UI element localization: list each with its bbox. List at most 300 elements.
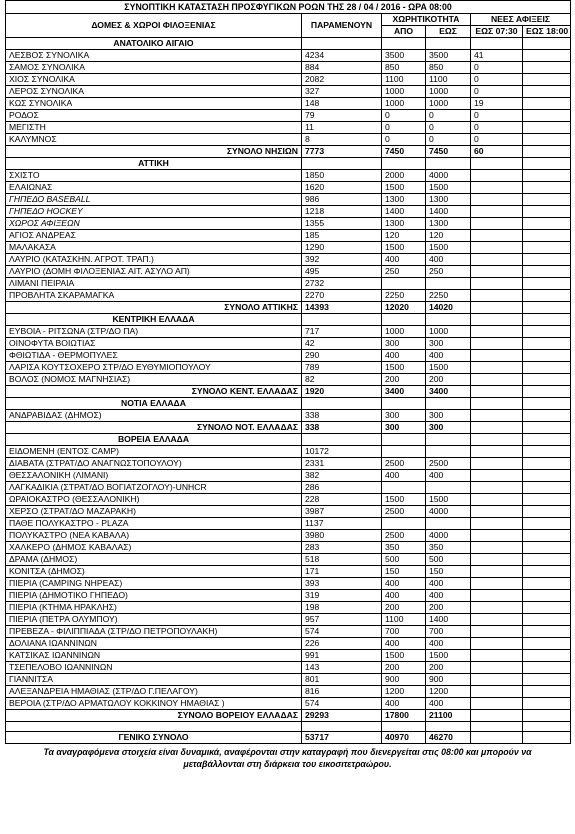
facility-name: ΔΟΛΙΑΝΑ ΙΩΑΝΝΙΝΩΝ — [6, 638, 302, 650]
capacity-to-cell: 1300 — [426, 218, 471, 230]
footnote — [5, 744, 570, 770]
staying-cell: 10172 — [302, 446, 382, 458]
staying-cell: 816 — [302, 686, 382, 698]
capacity-from-cell: 0 — [382, 122, 426, 134]
region-name: ΑΝΑΤΟΛΙΚΟ ΑΙΓΑΙΟ — [6, 38, 302, 50]
facility-name: ΕΥΒΟΙΑ - ΡΙΤΣΩΝΑ (ΣΤΡ/ΔΟ ΠΑ) — [6, 326, 302, 338]
table-row — [6, 278, 571, 290]
capacity-from-cell: 500 — [382, 554, 426, 566]
facility-name: ΓΗΠΕΔΟ HOCKEY — [6, 206, 302, 218]
facility-name: ΜΕΓΙΣΤΗ — [6, 122, 302, 134]
capacity-to-total: 300 — [426, 422, 471, 434]
facility-name: ΡΟΔΟΣ — [6, 110, 302, 122]
capacity-from-cell — [382, 518, 426, 530]
capacity-to-cell: 300 — [426, 410, 471, 422]
arrivals-0730-cell — [471, 338, 523, 350]
staying-cell: 327 — [302, 86, 382, 98]
arrivals-1800-cell — [523, 590, 571, 602]
capacity-from-total: 17800 — [382, 710, 426, 722]
empty-cell — [382, 398, 426, 410]
facility-name: ΟΙΝΟΦΥΤΑ ΒΟΙΩΤΙΑΣ — [6, 338, 302, 350]
capacity-from-cell: 1300 — [382, 218, 426, 230]
capacity-to-cell — [426, 278, 471, 290]
table-row — [6, 338, 571, 350]
capacity-to-cell: 4000 — [426, 170, 471, 182]
empty-cell — [426, 434, 471, 446]
capacity-from-total: 7450 — [382, 146, 426, 158]
arrivals-0730-total — [471, 422, 523, 434]
header-capacity-from: ΑΠΟ — [382, 26, 426, 38]
empty-cell — [426, 38, 471, 50]
capacity-from-cell — [382, 278, 426, 290]
arrivals-1800-cell — [523, 182, 571, 194]
capacity-to-cell: 200 — [426, 374, 471, 386]
arrivals-0730-cell — [471, 170, 523, 182]
table-row — [6, 86, 571, 98]
capacity-to-cell: 900 — [426, 674, 471, 686]
table-row — [6, 254, 571, 266]
table-row — [6, 374, 571, 386]
capacity-from-total: 12020 — [382, 302, 426, 314]
staying-cell: 228 — [302, 494, 382, 506]
staying-cell: 1137 — [302, 518, 382, 530]
arrivals-0730-cell — [471, 542, 523, 554]
capacity-from-cell: 1500 — [382, 650, 426, 662]
arrivals-0730-cell — [471, 470, 523, 482]
arrivals-1800-cell — [523, 458, 571, 470]
arrivals-1800-cell — [523, 350, 571, 362]
capacity-to-cell: 4000 — [426, 530, 471, 542]
subtotal-label: ΣΥΝΟΛΟ ΒΟΡΕΙΟΥ ΕΛΛΑΔΑΣ — [6, 710, 302, 722]
facility-name: ΒΟΛΟΣ (ΝΟΜΟΣ ΜΑΓΝΗΣΙΑΣ) — [6, 374, 302, 386]
table-row — [6, 698, 571, 710]
capacity-from-cell — [382, 446, 426, 458]
table-row — [6, 554, 571, 566]
arrivals-0730-cell — [471, 518, 523, 530]
staying-cell: 2331 — [302, 458, 382, 470]
header-staying: ΠΑΡΑΜΕΝΟΥΝ — [302, 14, 382, 38]
staying-cell: 3980 — [302, 530, 382, 542]
arrivals-0730-cell: 0 — [471, 86, 523, 98]
arrivals-1800-cell — [523, 326, 571, 338]
empty-cell — [302, 398, 382, 410]
region-name: ΝΟΤΙΑ ΕΛΛΑΔΑ — [6, 398, 302, 410]
arrivals-0730-cell — [471, 350, 523, 362]
capacity-from-grand-total: 40970 — [382, 732, 426, 744]
footnote-line-2: μεταβάλλονται στη διάρκεια του εικοσιτετραώρου. — [183, 759, 392, 769]
region-header-row — [6, 314, 571, 326]
refugee-flows-table — [5, 0, 571, 744]
table-row — [6, 218, 571, 230]
capacity-to-cell: 0 — [426, 122, 471, 134]
arrivals-1800-cell — [523, 542, 571, 554]
empty-cell — [382, 434, 426, 446]
facility-name: ΕΙΔΟΜΕΝΗ (ΕΝΤΟΣ CAMP) — [6, 446, 302, 458]
capacity-to-cell: 150 — [426, 566, 471, 578]
facility-name: ΑΝΔΡΑΒΙΔΑΣ (ΔΗΜΟΣ) — [6, 410, 302, 422]
empty-cell — [302, 158, 382, 170]
header-arrivals: ΝΕΕΣ ΑΦΙΞΕΙΣ — [471, 14, 571, 26]
staying-cell: 4234 — [302, 50, 382, 62]
empty-cell — [302, 722, 382, 732]
arrivals-0730-cell: 0 — [471, 74, 523, 86]
table-row — [6, 230, 571, 242]
staying-cell: 319 — [302, 590, 382, 602]
facility-name: ΓΗΠΕΔΟ BASEBALL — [6, 194, 302, 206]
table-row — [6, 98, 571, 110]
empty-cell — [471, 434, 523, 446]
table-row — [6, 506, 571, 518]
capacity-to-cell: 1000 — [426, 98, 471, 110]
header-capacity: ΧΩΡΗΤΙΚΟΤΗΤΑ — [382, 14, 471, 26]
facility-name: ΠΙΕΡΙΑ (CAMPING ΝΗΡΕΑΣ) — [6, 578, 302, 590]
capacity-from-cell: 1500 — [382, 494, 426, 506]
table-row — [6, 686, 571, 698]
table-row — [6, 350, 571, 362]
facility-name: ΤΣΕΠΕΛΟΒΟ ΙΩΑΝΝΙΝΩΝ — [6, 662, 302, 674]
capacity-from-cell: 2500 — [382, 458, 426, 470]
staying-cell: 8 — [302, 134, 382, 146]
capacity-to-cell: 1100 — [426, 74, 471, 86]
arrivals-0730-cell — [471, 686, 523, 698]
facility-name: ΣΧΙΣΤΟ — [6, 170, 302, 182]
arrivals-0730-cell: 0 — [471, 110, 523, 122]
subtotal-label: ΣΥΝΟΛΟ ΝΟΤ. ΕΛΛΑΔΑΣ — [6, 422, 302, 434]
capacity-from-cell: 400 — [382, 350, 426, 362]
staying-total: 29293 — [302, 710, 382, 722]
arrivals-1800-cell — [523, 218, 571, 230]
arrivals-0730-cell — [471, 410, 523, 422]
arrivals-0730-cell — [471, 590, 523, 602]
table-row — [6, 662, 571, 674]
facility-name: ΑΓΙΟΣ ΑΝΔΡΕΑΣ — [6, 230, 302, 242]
staying-total: 14393 — [302, 302, 382, 314]
capacity-to-cell: 200 — [426, 602, 471, 614]
capacity-from-cell: 1200 — [382, 686, 426, 698]
subtotal-row — [6, 422, 571, 434]
capacity-to-cell — [426, 518, 471, 530]
capacity-from-cell: 400 — [382, 638, 426, 650]
arrivals-1800-cell — [523, 530, 571, 542]
subtotal-row — [6, 146, 571, 158]
arrivals-1800-cell — [523, 698, 571, 710]
capacity-to-cell — [426, 482, 471, 494]
arrivals-0730-total: 60 — [471, 146, 523, 158]
arrivals-0730-grand-total — [471, 732, 523, 744]
staying-cell: 283 — [302, 542, 382, 554]
table-row — [6, 326, 571, 338]
table-row — [6, 50, 571, 62]
empty-cell — [523, 158, 571, 170]
staying-cell: 393 — [302, 578, 382, 590]
subtotal-row — [6, 386, 571, 398]
staying-cell: 574 — [302, 626, 382, 638]
facility-name: ΒΕΡΟΙΑ (ΣΤΡ/ΔΟ ΑΡΜΑΤΩΛΟΥ ΚΟΚΚΙΝΟΥ ΗΜΑΘΙΑΣ ) — [6, 698, 302, 710]
capacity-from-cell: 150 — [382, 566, 426, 578]
arrivals-1800-total — [523, 422, 571, 434]
arrivals-0730-cell — [471, 578, 523, 590]
arrivals-1800-cell — [523, 266, 571, 278]
capacity-to-total: 7450 — [426, 146, 471, 158]
arrivals-1800-cell — [523, 74, 571, 86]
empty-cell — [382, 38, 426, 50]
arrivals-1800-cell — [523, 230, 571, 242]
empty-cell — [302, 314, 382, 326]
arrivals-0730-cell — [471, 230, 523, 242]
arrivals-0730-cell — [471, 530, 523, 542]
table-row — [6, 530, 571, 542]
arrivals-1800-cell — [523, 242, 571, 254]
facility-name: ΧΑΛΚΕΡΟ (ΔΗΜΟΣ ΚΑΒΑΛΑΣ) — [6, 542, 302, 554]
capacity-from-cell: 400 — [382, 470, 426, 482]
capacity-from-cell: 1000 — [382, 326, 426, 338]
arrivals-0730-cell — [471, 362, 523, 374]
arrivals-0730-cell — [471, 602, 523, 614]
staying-cell: 185 — [302, 230, 382, 242]
arrivals-1800-cell — [523, 650, 571, 662]
capacity-to-cell: 120 — [426, 230, 471, 242]
capacity-from-cell: 1100 — [382, 614, 426, 626]
arrivals-1800-cell — [523, 482, 571, 494]
table-row — [6, 122, 571, 134]
facility-name: ΧΕΡΣΟ (ΣΤΡΑΤ/ΔΟ ΜΑΖΑΡΑΚΗ) — [6, 506, 302, 518]
facility-name: ΛΕΣΒΟΣ ΣΥΝΟΛΙΚΑ — [6, 50, 302, 62]
arrivals-1800-cell — [523, 362, 571, 374]
staying-grand-total: 53717 — [302, 732, 382, 744]
arrivals-0730-cell — [471, 650, 523, 662]
facility-name: ΠΙΕΡΙΑ (ΔΗΜΟΤΙΚΟ ΓΗΠΕΔΟ) — [6, 590, 302, 602]
capacity-to-cell — [426, 446, 471, 458]
staying-cell: 382 — [302, 470, 382, 482]
header-facilities: ΔΟΜΕΣ & ΧΩΡΟΙ ΦΙΛΟΞΕΝΙΑΣ — [6, 14, 302, 38]
capacity-from-cell: 1000 — [382, 86, 426, 98]
arrivals-1800-cell — [523, 290, 571, 302]
arrivals-1800-total — [523, 386, 571, 398]
table-row — [6, 134, 571, 146]
capacity-to-cell: 850 — [426, 62, 471, 74]
capacity-to-cell: 1400 — [426, 206, 471, 218]
arrivals-0730-cell — [471, 446, 523, 458]
capacity-from-cell: 850 — [382, 62, 426, 74]
facility-name: ΠΟΛΥΚΑΣΤΡΟ (ΝΕΑ ΚΑΒΑΛΑ) — [6, 530, 302, 542]
capacity-to-cell: 400 — [426, 638, 471, 650]
facility-name: ΛΙΜΑΝΙ ΠΕΙΡΑΙΑ — [6, 278, 302, 290]
capacity-to-cell: 1500 — [426, 362, 471, 374]
facility-name: ΩΡΑΙΟΚΑΣΤΡΟ (ΘΕΣΣΑΛΟΝΙΚΗ) — [6, 494, 302, 506]
staying-cell: 143 — [302, 662, 382, 674]
report-title: ΣΥΝΟΠΤΙΚΗ ΚΑΤΑΣΤΑΣΗ ΠΡΟΣΦΥΓΙΚΩΝ ΡΟΩΝ ΤΗΣ 28 / 04 / 2016 - ΩΡΑ 08:00 — [6, 1, 571, 14]
arrivals-0730-cell — [471, 554, 523, 566]
staying-total: 338 — [302, 422, 382, 434]
arrivals-0730-cell — [471, 218, 523, 230]
capacity-to-cell: 1500 — [426, 494, 471, 506]
region-header-row — [6, 158, 571, 170]
staying-cell: 991 — [302, 650, 382, 662]
subtotal-row — [6, 710, 571, 722]
staying-cell: 42 — [302, 338, 382, 350]
capacity-to-total: 3400 — [426, 386, 471, 398]
arrivals-0730-cell — [471, 626, 523, 638]
staying-cell: 2082 — [302, 74, 382, 86]
capacity-to-cell: 1400 — [426, 614, 471, 626]
capacity-from-total: 300 — [382, 422, 426, 434]
table-row — [6, 542, 571, 554]
facility-name: ΠΙΕΡΙΑ (ΚΤΗΜΑ ΗΡΑΚΛΗΣ) — [6, 602, 302, 614]
header-arrivals-1800: ΕΩΣ 18:00 — [523, 26, 571, 38]
capacity-from-cell: 3500 — [382, 50, 426, 62]
table-row — [6, 206, 571, 218]
empty-cell — [471, 158, 523, 170]
table-row — [6, 170, 571, 182]
capacity-to-cell: 400 — [426, 254, 471, 266]
facility-name: ΧΩΡΟΣ ΑΦΙΞΕΩΝ — [6, 218, 302, 230]
staying-cell: 2270 — [302, 290, 382, 302]
empty-cell — [382, 722, 426, 732]
arrivals-1800-total — [523, 146, 571, 158]
empty-cell — [302, 434, 382, 446]
staying-cell: 82 — [302, 374, 382, 386]
arrivals-1800-cell — [523, 494, 571, 506]
arrivals-1800-cell — [523, 686, 571, 698]
capacity-from-cell: 2250 — [382, 290, 426, 302]
empty-cell — [426, 158, 471, 170]
capacity-to-total: 14020 — [426, 302, 471, 314]
region-header-row — [6, 398, 571, 410]
staying-cell: 1620 — [302, 182, 382, 194]
arrivals-1800-cell — [523, 62, 571, 74]
staying-cell: 226 — [302, 638, 382, 650]
staying-cell: 148 — [302, 98, 382, 110]
capacity-from-cell: 2500 — [382, 530, 426, 542]
facility-name: ΚΑΤΣΙΚΑΣ ΙΩΑΝΝΙΝΩΝ — [6, 650, 302, 662]
facility-name: ΑΛΕΞΑΝΔΡΕΙΑ ΗΜΑΘΙΑΣ (ΣΤΡ/ΔΟ Γ.ΠΕΛΑΓΟΥ) — [6, 686, 302, 698]
arrivals-0730-total — [471, 302, 523, 314]
capacity-to-cell: 350 — [426, 542, 471, 554]
facility-name: ΜΑΛΑΚΑΣΑ — [6, 242, 302, 254]
table-row — [6, 362, 571, 374]
staying-cell: 957 — [302, 614, 382, 626]
arrivals-1800-total — [523, 710, 571, 722]
staying-total: 7773 — [302, 146, 382, 158]
capacity-from-cell: 0 — [382, 134, 426, 146]
subtotal-label: ΣΥΝΟΛΟ ΚΕΝΤ. ΕΛΛΑΔΑΣ — [6, 386, 302, 398]
table-row — [6, 518, 571, 530]
arrivals-0730-cell — [471, 254, 523, 266]
arrivals-1800-cell — [523, 470, 571, 482]
facility-name: ΕΛΑΙΩΝΑΣ — [6, 182, 302, 194]
capacity-to-cell: 400 — [426, 578, 471, 590]
arrivals-1800-cell — [523, 338, 571, 350]
capacity-to-cell: 400 — [426, 470, 471, 482]
arrivals-0730-cell — [471, 482, 523, 494]
capacity-to-cell: 400 — [426, 590, 471, 602]
arrivals-1800-cell — [523, 446, 571, 458]
arrivals-1800-cell — [523, 194, 571, 206]
footnote-line-1: Τα αναγραφόμενα στοιχεία είναι δυναμικά, αναφέρονται στην καταγραφή που διενεργείται στις 08:00 και μπορούν να — [43, 747, 532, 757]
region-header-row — [6, 434, 571, 446]
capacity-to-grand-total: 46270 — [426, 732, 471, 744]
table-row — [6, 446, 571, 458]
capacity-from-cell: 2000 — [382, 170, 426, 182]
arrivals-0730-cell — [471, 242, 523, 254]
staying-cell: 338 — [302, 410, 382, 422]
capacity-from-cell: 1500 — [382, 242, 426, 254]
empty-cell — [426, 722, 471, 732]
arrivals-1800-cell — [523, 98, 571, 110]
staying-cell: 392 — [302, 254, 382, 266]
arrivals-1800-cell — [523, 206, 571, 218]
facility-name: ΠΑΘΕ ΠΟΛΥΚΑΣΤΡΟ - PLAZA — [6, 518, 302, 530]
table-row — [6, 242, 571, 254]
staying-cell: 574 — [302, 698, 382, 710]
facility-name: ΚΟΝΙΤΣΑ (ΔΗΜΟΣ) — [6, 566, 302, 578]
capacity-from-cell: 1500 — [382, 362, 426, 374]
arrivals-1800-cell — [523, 86, 571, 98]
arrivals-0730-cell: 0 — [471, 122, 523, 134]
empty-cell — [523, 434, 571, 446]
capacity-to-cell: 1500 — [426, 650, 471, 662]
capacity-from-cell: 1400 — [382, 206, 426, 218]
table-row — [6, 614, 571, 626]
region-name: ΑΤΤΙΚΗ — [6, 158, 302, 170]
table-row — [6, 578, 571, 590]
arrivals-0730-cell — [471, 374, 523, 386]
arrivals-0730-cell — [471, 614, 523, 626]
staying-cell: 986 — [302, 194, 382, 206]
empty-cell — [523, 38, 571, 50]
capacity-from-cell: 400 — [382, 590, 426, 602]
arrivals-1800-cell — [523, 626, 571, 638]
empty-cell — [523, 398, 571, 410]
arrivals-0730-cell — [471, 638, 523, 650]
arrivals-1800-cell — [523, 134, 571, 146]
empty-cell — [523, 314, 571, 326]
table-row — [6, 602, 571, 614]
arrivals-1800-total — [523, 302, 571, 314]
arrivals-0730-cell: 41 — [471, 50, 523, 62]
staying-cell: 884 — [302, 62, 382, 74]
arrivals-1800-cell — [523, 506, 571, 518]
empty-cell — [471, 722, 523, 732]
capacity-from-cell: 1300 — [382, 194, 426, 206]
table-row — [6, 182, 571, 194]
arrivals-0730-total — [471, 710, 523, 722]
staying-cell: 801 — [302, 674, 382, 686]
empty-cell — [6, 722, 302, 732]
arrivals-1800-cell — [523, 578, 571, 590]
arrivals-0730-cell: 0 — [471, 134, 523, 146]
empty-cell — [302, 38, 382, 50]
facility-name: ΛΕΡΟΣ ΣΥΝΟΛΙΚΑ — [6, 86, 302, 98]
arrivals-0730-total — [471, 386, 523, 398]
staying-cell: 2732 — [302, 278, 382, 290]
arrivals-0730-cell — [471, 674, 523, 686]
arrivals-1800-cell — [523, 122, 571, 134]
capacity-to-cell: 250 — [426, 266, 471, 278]
capacity-from-cell: 2500 — [382, 506, 426, 518]
arrivals-0730-cell — [471, 266, 523, 278]
capacity-to-cell: 700 — [426, 626, 471, 638]
staying-cell: 171 — [302, 566, 382, 578]
capacity-from-cell: 1100 — [382, 74, 426, 86]
arrivals-1800-cell — [523, 50, 571, 62]
subtotal-label: ΣΥΝΟΛΟ ΝΗΣΙΩΝ — [6, 146, 302, 158]
empty-cell — [426, 314, 471, 326]
table-row — [6, 410, 571, 422]
capacity-to-cell: 3500 — [426, 50, 471, 62]
arrivals-0730-cell — [471, 206, 523, 218]
capacity-to-cell: 500 — [426, 554, 471, 566]
